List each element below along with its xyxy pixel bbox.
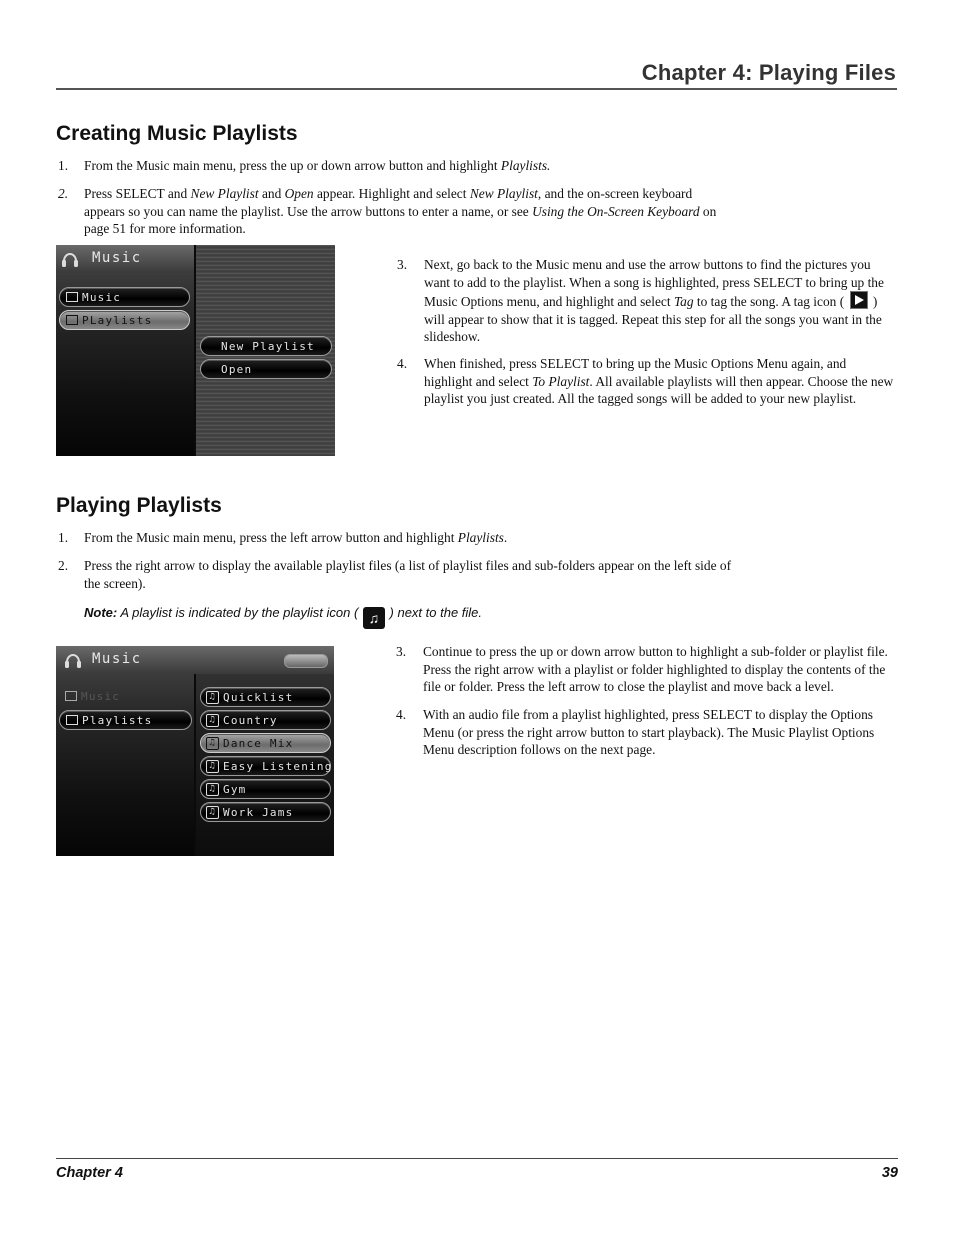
playlist-item-easy-listening: ♫ Easy Listening [200, 756, 331, 776]
section-title-playing-playlists: Playing Playlists [56, 494, 222, 517]
folder-icon [66, 292, 78, 302]
playlist-icon: ♫ [206, 760, 219, 773]
screen-title: Music [92, 651, 142, 667]
folder-icon [66, 315, 78, 325]
screen-title: Music [92, 250, 142, 266]
step-text: Continue to press the up or down arrow button to highlight a sub-folder or playlist file. Press the right arrow with a playlist or folder highlighted to display the contents of the file or folder. Press the left arrow to close the playlist and move back a level. [423, 644, 888, 695]
folder-icon [66, 715, 78, 725]
step-number: 1. [58, 158, 69, 173]
step-number: 3. [396, 644, 407, 659]
step-number: 2. [58, 186, 69, 201]
step-number: 2. [58, 558, 69, 573]
menu-item-playlists: Playlists [59, 710, 192, 730]
playlist-item-gym: ♫ Gym [200, 779, 331, 799]
playlist-icon: ♫ [206, 806, 219, 819]
step-text: With an audio file from a playlist highlighted, press SELECT to display the Options Menu (or press the right arrow button to start playback). The Music Playlist Options Menu description follows on the next page. [423, 707, 875, 758]
step-text: From the Music main menu, press the left arrow button and highlight Playlists. [84, 530, 508, 545]
playlist-item-quicklist: ♫ Quicklist [200, 687, 331, 707]
playlist-icon: ♫ [206, 737, 219, 750]
scroll-indicator [284, 654, 328, 668]
playlist-icon: ♫ [363, 607, 385, 629]
tag-icon [850, 291, 868, 309]
music-menu-screenshot-new-playlist [56, 245, 335, 456]
step-text: Press the right arrow to display the available playlist files (a list of playlist files and sub-folders appear on the left side of the screen). [84, 558, 732, 591]
menu-item-music: Music [59, 287, 190, 307]
step-number: 3. [397, 257, 408, 272]
step-text: From the Music main menu, press the up or down arrow button and highlight Playlists. [84, 158, 551, 173]
step-text: Next, go back to the Music menu and use the arrow buttons to find the pictures you want to add to the playlist. When a song is highlighted, press SELECT to bring up the Music Options menu, and highlight and select Tag to tag the song. A tag icon ( ) will appear to show that it is tagged. Repeat this step for all the songs you want in the slideshow. [424, 257, 884, 345]
menu-item-open: Open [200, 359, 332, 379]
step-text: When finished, press SELECT to bring up the Music Options Menu again, and highlight and select To Playlist. All available playlists will then appear. Choose the new playlist you just created. All the tagged songs will be added to your new playlist. [424, 356, 894, 407]
playlist-item-country: ♫ Country [200, 710, 331, 730]
footer-rule [56, 1158, 898, 1159]
menu-item-playlists: PLaylists [59, 310, 190, 330]
playlist-item-work-jams: ♫ Work Jams [200, 802, 331, 822]
footer-chapter: Chapter 4 [56, 1165, 123, 1181]
chapter-header: Chapter 4: Playing Files [641, 60, 896, 85]
folder-icon [65, 691, 77, 701]
note: Note: A playlist is indicated by the playlist icon ( ♫ ) next to the file. [84, 605, 482, 629]
playlist-icon: ♫ [206, 783, 219, 796]
step-text: Press SELECT and New Playlist and Open appear. Highlight and select New Playlist, and the on-screen keyboard appears so you can name the playlist. Use the arrow buttons to enter a name, or see Using the On-Screen Keyboard on page 51 for more information. [84, 186, 717, 237]
playlist-icon: ♫ [206, 714, 219, 727]
step-number: 4. [397, 356, 408, 371]
headphones-icon [64, 650, 82, 670]
step-number: 4. [396, 707, 407, 722]
menu-item-new-playlist: New Playlist [200, 336, 332, 356]
playlist-icon: ♫ [206, 691, 219, 704]
music-menu-screenshot-playlists [56, 646, 334, 856]
menu-item-music: Music [59, 687, 190, 707]
page-number: 39 [881, 1165, 898, 1181]
section-title-creating-playlists: Creating Music Playlists [56, 122, 298, 145]
headphones-icon [61, 249, 79, 269]
header-rule [56, 88, 897, 90]
playlist-item-dance-mix: ♫ Dance Mix [200, 733, 331, 753]
step-number: 1. [58, 530, 69, 545]
